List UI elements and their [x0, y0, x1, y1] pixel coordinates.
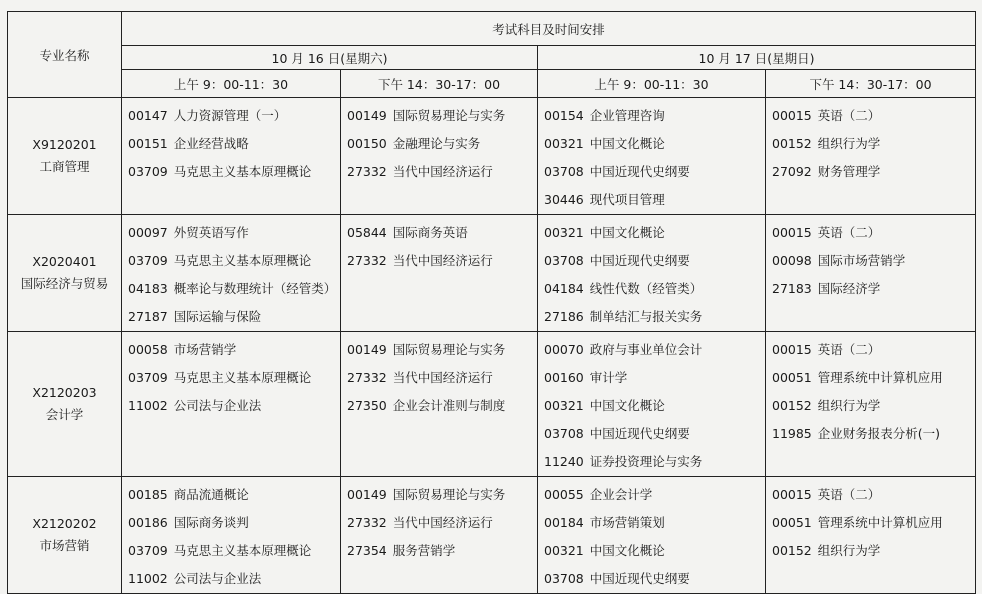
course-name: 国际贸易理论与实务	[392, 342, 506, 357]
course-code: 00321	[544, 398, 584, 413]
course-code: 00149	[347, 108, 387, 123]
course-code: 03708	[544, 164, 584, 179]
major-code: X9120201	[32, 137, 97, 152]
course-item	[544, 186, 765, 214]
course-code: 00152	[772, 543, 812, 558]
course-item	[128, 130, 340, 158]
course-code: 00186	[128, 515, 168, 530]
course-code: 00055	[544, 487, 584, 502]
course-name: 英语（二）	[817, 108, 881, 123]
course-code: 04183	[128, 281, 168, 296]
course-item	[772, 420, 975, 448]
course-item	[544, 392, 765, 420]
slot-cell	[341, 215, 538, 332]
course-name: 服务营销学	[392, 543, 456, 558]
course-item	[772, 537, 975, 565]
slot-cell	[341, 332, 538, 477]
course-name: 中国文化概论	[589, 225, 665, 240]
slot-cell	[538, 215, 766, 332]
course-name: 中国文化概论	[589, 398, 665, 413]
course-item	[544, 303, 765, 331]
course-code: 04184	[544, 281, 584, 296]
course-item	[347, 392, 537, 420]
header-row-slots	[8, 70, 976, 98]
course-item	[128, 481, 340, 509]
course-code: 00152	[772, 136, 812, 151]
course-name: 线性代数（经管类）	[589, 281, 703, 296]
major-cell	[8, 98, 122, 215]
course-name: 英语（二）	[817, 342, 881, 357]
course-name: 外贸英语写作	[173, 225, 249, 240]
course-code: 03708	[544, 426, 584, 441]
course-item	[128, 565, 340, 593]
course-code: 27183	[772, 281, 812, 296]
slot-header-day2-am: 上午 9：00-11：30	[538, 70, 766, 98]
course-item	[544, 336, 765, 364]
exam-schedule-table	[7, 11, 976, 594]
course-name: 证券投资理论与实务	[589, 454, 703, 469]
course-name: 马克思主义基本原理概论	[173, 370, 312, 385]
course-name: 管理系统中计算机应用	[817, 515, 943, 530]
course-item	[544, 219, 765, 247]
course-code: 03709	[128, 164, 168, 179]
slot-cell	[122, 215, 341, 332]
course-item	[772, 130, 975, 158]
major-name: 工商管理	[39, 159, 90, 174]
course-name: 市场营销学	[173, 342, 237, 357]
course-code: 00058	[128, 342, 168, 357]
course-item	[128, 537, 340, 565]
course-item	[772, 364, 975, 392]
major-cell	[8, 332, 122, 477]
course-name: 中国近现代史纲要	[589, 253, 690, 268]
course-item	[772, 219, 975, 247]
course-item	[347, 130, 537, 158]
course-code: 27092	[772, 164, 812, 179]
course-name: 组织行为学	[817, 543, 881, 558]
course-name: 企业会计准则与制度	[392, 398, 506, 413]
course-item	[772, 336, 975, 364]
course-name: 中国文化概论	[589, 543, 665, 558]
major-row	[8, 332, 976, 477]
course-name: 中国近现代史纲要	[589, 426, 690, 441]
course-name: 企业管理咨询	[589, 108, 665, 123]
slot-header-day1-am: 上午 9：00-11：30	[122, 70, 341, 98]
course-name: 当代中国经济运行	[392, 253, 493, 268]
course-code: 00152	[772, 398, 812, 413]
course-item	[544, 102, 765, 130]
course-code: 00098	[772, 253, 812, 268]
major-cell	[8, 215, 122, 332]
major-code: X2120203	[32, 385, 97, 400]
course-code: 27187	[128, 309, 168, 324]
course-item	[544, 247, 765, 275]
course-item	[128, 219, 340, 247]
course-item	[772, 481, 975, 509]
course-name: 市场营销策划	[589, 515, 665, 530]
course-item	[128, 336, 340, 364]
course-name: 马克思主义基本原理概论	[173, 543, 312, 558]
course-name: 公司法与企业法	[173, 571, 262, 586]
course-name: 国际运输与保险	[173, 309, 262, 324]
course-name: 企业会计学	[589, 487, 653, 502]
course-name: 马克思主义基本原理概论	[173, 164, 312, 179]
course-code: 03709	[128, 543, 168, 558]
course-name: 国际商务谈判	[173, 515, 249, 530]
course-item	[128, 303, 340, 331]
course-code: 00015	[772, 342, 812, 357]
course-item	[544, 448, 765, 476]
course-code: 27332	[347, 370, 387, 385]
course-code: 00015	[772, 108, 812, 123]
day-header-1: 10 月 16 日(星期六)	[122, 46, 538, 70]
course-code: 00160	[544, 370, 584, 385]
slot-cell	[122, 98, 341, 215]
course-item	[544, 364, 765, 392]
slot-cell	[122, 332, 341, 477]
slot-header-day2-pm: 下午 14：30-17：00	[766, 70, 976, 98]
course-name: 金融理论与实务	[392, 136, 481, 151]
header-row-title	[8, 12, 976, 46]
major-name: 市场营销	[39, 538, 90, 553]
course-name: 组织行为学	[817, 136, 881, 151]
course-name: 中国近现代史纲要	[589, 571, 690, 586]
course-name: 管理系统中计算机应用	[817, 370, 943, 385]
course-item	[347, 219, 537, 247]
course-name: 组织行为学	[817, 398, 881, 413]
course-name: 当代中国经济运行	[392, 164, 493, 179]
course-name: 国际贸易理论与实务	[392, 487, 506, 502]
slot-cell	[766, 332, 976, 477]
course-item	[128, 364, 340, 392]
major-name: 会计学	[45, 407, 84, 422]
course-code: 00321	[544, 225, 584, 240]
slot-cell	[122, 477, 341, 594]
header-row-days	[8, 46, 976, 70]
course-name: 现代项目管理	[589, 192, 665, 207]
course-name: 财务管理学	[817, 164, 881, 179]
course-code: 00015	[772, 487, 812, 502]
course-name: 英语（二）	[817, 487, 881, 502]
course-item	[772, 247, 975, 275]
course-item	[347, 102, 537, 130]
course-name: 制单结汇与报关实务	[589, 309, 703, 324]
course-code: 27354	[347, 543, 387, 558]
course-code: 00070	[544, 342, 584, 357]
major-row	[8, 215, 976, 332]
course-name: 当代中国经济运行	[392, 515, 493, 530]
course-item	[544, 275, 765, 303]
course-item	[347, 158, 537, 186]
course-code: 00151	[128, 136, 168, 151]
course-item	[347, 364, 537, 392]
day-header-2: 10 月 17 日(星期日)	[538, 46, 976, 70]
course-name: 审计学	[589, 370, 628, 385]
course-code: 00184	[544, 515, 584, 530]
course-code: 03709	[128, 370, 168, 385]
course-item	[772, 392, 975, 420]
course-item	[772, 102, 975, 130]
course-code: 27350	[347, 398, 387, 413]
slot-cell	[538, 477, 766, 594]
slot-cell	[341, 477, 538, 594]
course-code: 27332	[347, 515, 387, 530]
major-name: 国际经济与贸易	[20, 276, 109, 291]
course-name: 企业财务报表分析(一)	[817, 426, 941, 441]
course-code: 00154	[544, 108, 584, 123]
course-item	[128, 102, 340, 130]
course-item	[347, 481, 537, 509]
course-item	[128, 247, 340, 275]
course-item	[128, 509, 340, 537]
course-code: 11985	[772, 426, 812, 441]
course-item	[128, 392, 340, 420]
course-code: 00150	[347, 136, 387, 151]
course-code: 00051	[772, 370, 812, 385]
course-code: 27332	[347, 253, 387, 268]
course-name: 中国文化概论	[589, 136, 665, 151]
course-name: 英语（二）	[817, 225, 881, 240]
slot-cell	[766, 215, 976, 332]
course-code: 03709	[128, 253, 168, 268]
major-row	[8, 98, 976, 215]
major-column-header: 专业名称	[8, 12, 122, 98]
course-item	[544, 158, 765, 186]
course-name: 企业经营战略	[173, 136, 249, 151]
course-code: 00321	[544, 543, 584, 558]
course-item	[772, 509, 975, 537]
course-code: 11240	[544, 454, 584, 469]
slot-cell	[538, 332, 766, 477]
course-name: 国际贸易理论与实务	[392, 108, 506, 123]
course-item	[544, 420, 765, 448]
course-item	[772, 158, 975, 186]
major-cell	[8, 477, 122, 594]
course-code: 03708	[544, 571, 584, 586]
course-item	[128, 275, 340, 303]
course-name: 国际商务英语	[392, 225, 468, 240]
course-code: 00185	[128, 487, 168, 502]
course-item	[347, 509, 537, 537]
course-item	[544, 130, 765, 158]
course-name: 人力资源管理（一）	[173, 108, 287, 123]
course-name: 概率论与数理统计（经管类）	[173, 281, 337, 296]
slot-cell	[766, 98, 976, 215]
course-code: 00149	[347, 487, 387, 502]
major-code: X2020401	[32, 254, 97, 269]
course-code: 00147	[128, 108, 168, 123]
course-code: 30446	[544, 192, 584, 207]
course-name: 中国近现代史纲要	[589, 164, 690, 179]
course-item	[772, 275, 975, 303]
major-row	[8, 477, 976, 594]
course-name: 国际经济学	[817, 281, 881, 296]
course-item	[347, 336, 537, 364]
course-code: 00149	[347, 342, 387, 357]
course-code: 27332	[347, 164, 387, 179]
schedule-title: 考试科目及时间安排	[122, 12, 976, 46]
course-name: 马克思主义基本原理概论	[173, 253, 312, 268]
slot-header-day1-pm: 下午 14：30-17：00	[341, 70, 538, 98]
course-code: 03708	[544, 253, 584, 268]
course-code: 00015	[772, 225, 812, 240]
course-item	[128, 158, 340, 186]
course-name: 政府与事业单位会计	[589, 342, 703, 357]
course-item	[347, 247, 537, 275]
course-item	[347, 537, 537, 565]
course-item	[544, 537, 765, 565]
course-item	[544, 565, 765, 593]
course-name: 国际市场营销学	[817, 253, 906, 268]
course-code: 11002	[128, 398, 168, 413]
slot-cell	[341, 98, 538, 215]
course-code: 27186	[544, 309, 584, 324]
slot-cell	[538, 98, 766, 215]
course-code: 00097	[128, 225, 168, 240]
course-code: 11002	[128, 571, 168, 586]
course-item	[544, 509, 765, 537]
major-code: X2120202	[32, 516, 97, 531]
course-name: 商品流通概论	[173, 487, 249, 502]
course-item	[544, 481, 765, 509]
course-name: 当代中国经济运行	[392, 370, 493, 385]
course-code: 00321	[544, 136, 584, 151]
course-code: 05844	[347, 225, 387, 240]
course-code: 00051	[772, 515, 812, 530]
slot-cell	[766, 477, 976, 594]
course-name: 公司法与企业法	[173, 398, 262, 413]
